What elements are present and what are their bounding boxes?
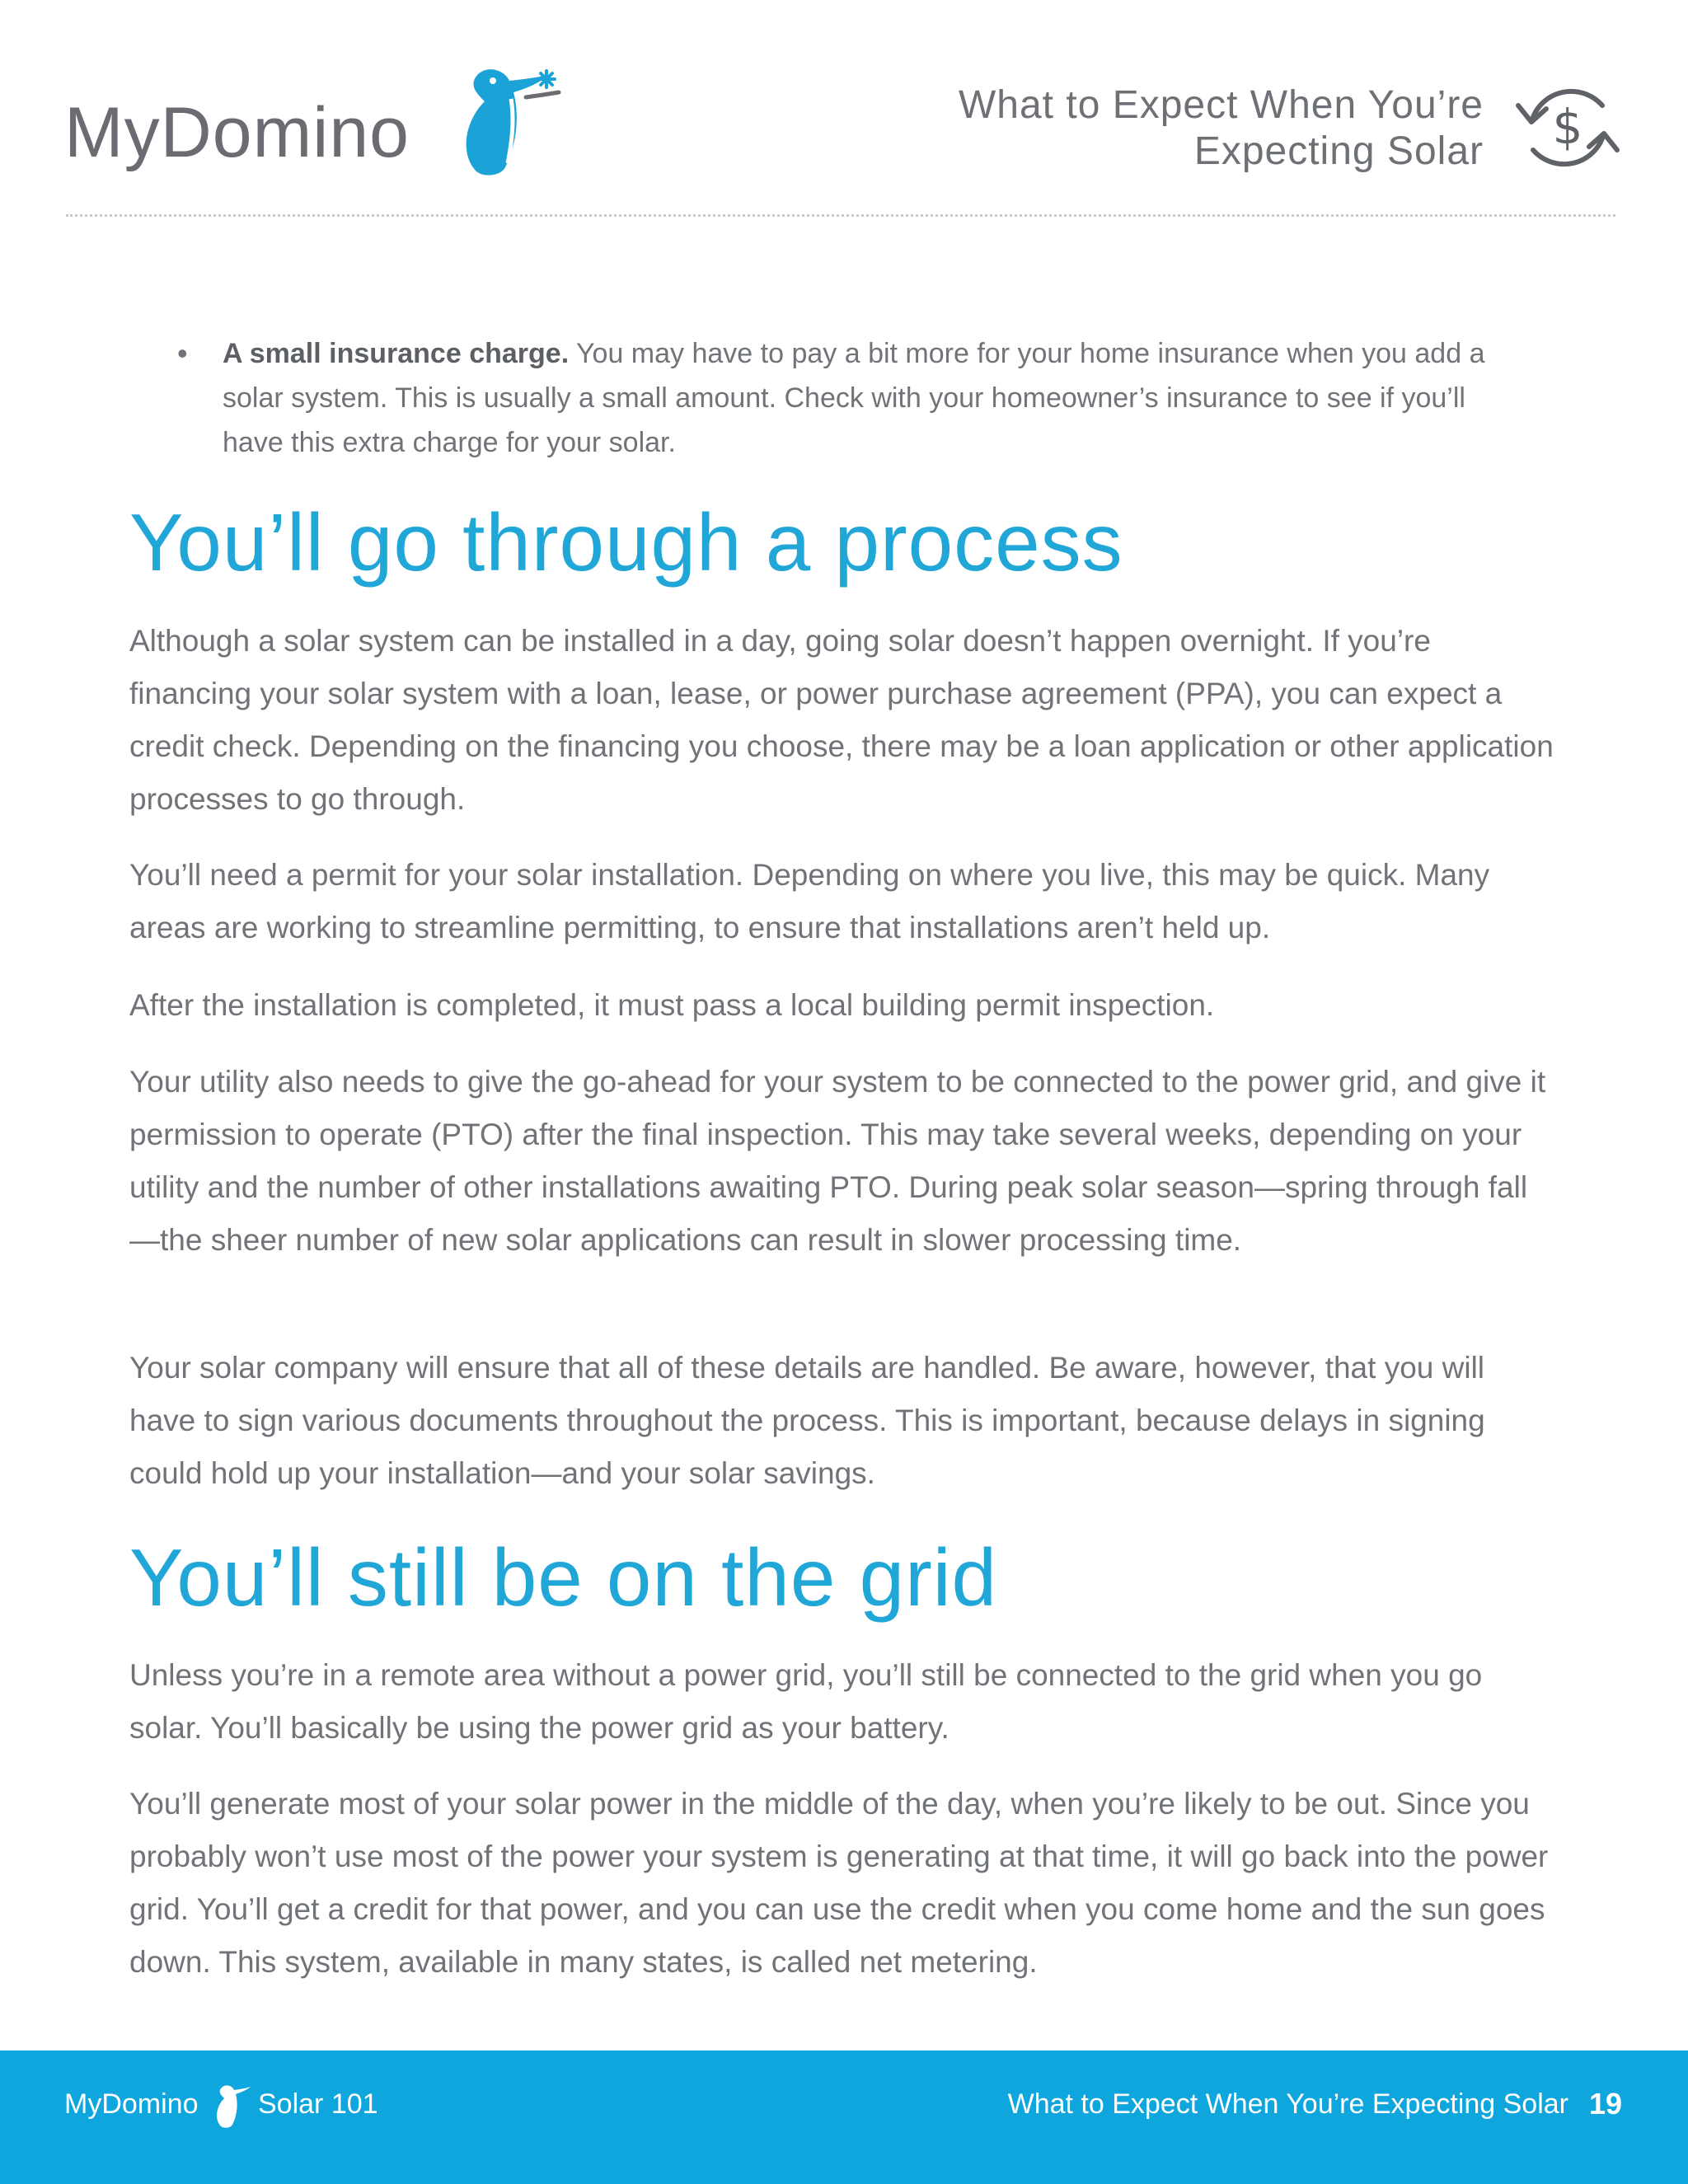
bullet-item xyxy=(177,331,1504,465)
section-heading-process: You’ll go through a process xyxy=(129,497,1123,588)
paragraph: Your solar company will ensure that all of these details are handled. Be aware, however, that you will have to sign various documents throughout the process. This is important, because delays in signing could hold up your installation—and your solar savings. xyxy=(129,1351,1485,1490)
paragraph: After the installation is completed, it must pass a local building permit inspection. xyxy=(129,988,1215,1022)
footer-penguin-icon xyxy=(203,2080,252,2130)
bullet-text: You may have to pay a bit more for your home insurance when you add a solar system. This is usually a small amount. Check with your homeowner’s insurance to see if you’ll have this extra charge for your solar. xyxy=(223,338,1485,458)
header-title-line1: What to Expect When You’re xyxy=(958,83,1484,127)
header-title-line2: Expecting Solar xyxy=(1193,129,1484,173)
footer-bar xyxy=(0,2050,1688,2184)
paragraph: You’ll generate most of your solar power in the middle of the day, when you’re likely to be out. Since you probably won’t use most of the power your system is generating at that time, it will go back into the power grid. You’ll get a credit for that power, and you can use the credit when you come home and the sun goes down. This system, available in many states, is called net metering. xyxy=(129,1787,1549,1979)
footer-title: What to Expect When You’re Expecting Solar xyxy=(1007,2088,1568,2120)
paragraph: Although a solar system can be installed in a day, going solar doesn’t happen overnight. If you’re financing your solar system with a loan, lease, or power purchase agreement (PPA), you can expect a credit check. Depending on the financing you choose, there may be a loan application or other application processes to go through. xyxy=(129,624,1554,816)
section-heading-grid: You’ll still be on the grid xyxy=(129,1532,998,1623)
footer-logo-text: MyDomino xyxy=(64,2088,199,2120)
header-divider xyxy=(66,214,1615,217)
page-number: 19 xyxy=(1588,2087,1622,2121)
paragraph: Your utility also needs to give the go-ahead for your system to be connected to the power grid, and give it permission to operate (PTO) after the final inspection. This may take several weeks, depending on your utility and the number of other installations awaiting PTO. During peak solar season—spring through fall—the sheer number of new solar applications can result in slower processing time. xyxy=(129,1065,1546,1257)
paragraph: You’ll need a permit for your solar installation. Depending on where you live, this may be quick. Many areas are working to streamline permitting, to ensure that installations aren’t held up. xyxy=(129,858,1490,944)
header-title xyxy=(742,82,1484,175)
bullet-icon: • xyxy=(177,336,188,370)
logo-text: MyDomino xyxy=(64,93,410,172)
penguin-logo-icon xyxy=(427,56,567,180)
paragraph: Unless you’re in a remote area without a power grid, you’ll still be connected to the grid when you go solar. You’ll basically be using the power grid as your battery. xyxy=(129,1658,1483,1745)
footer-subtitle: Solar 101 xyxy=(258,2088,378,2120)
brand-logo xyxy=(64,56,559,180)
bullet-bold: A small insurance charge. xyxy=(223,338,570,369)
svg-text:$: $ xyxy=(1552,99,1583,155)
dollar-cycle-icon xyxy=(1510,74,1625,181)
